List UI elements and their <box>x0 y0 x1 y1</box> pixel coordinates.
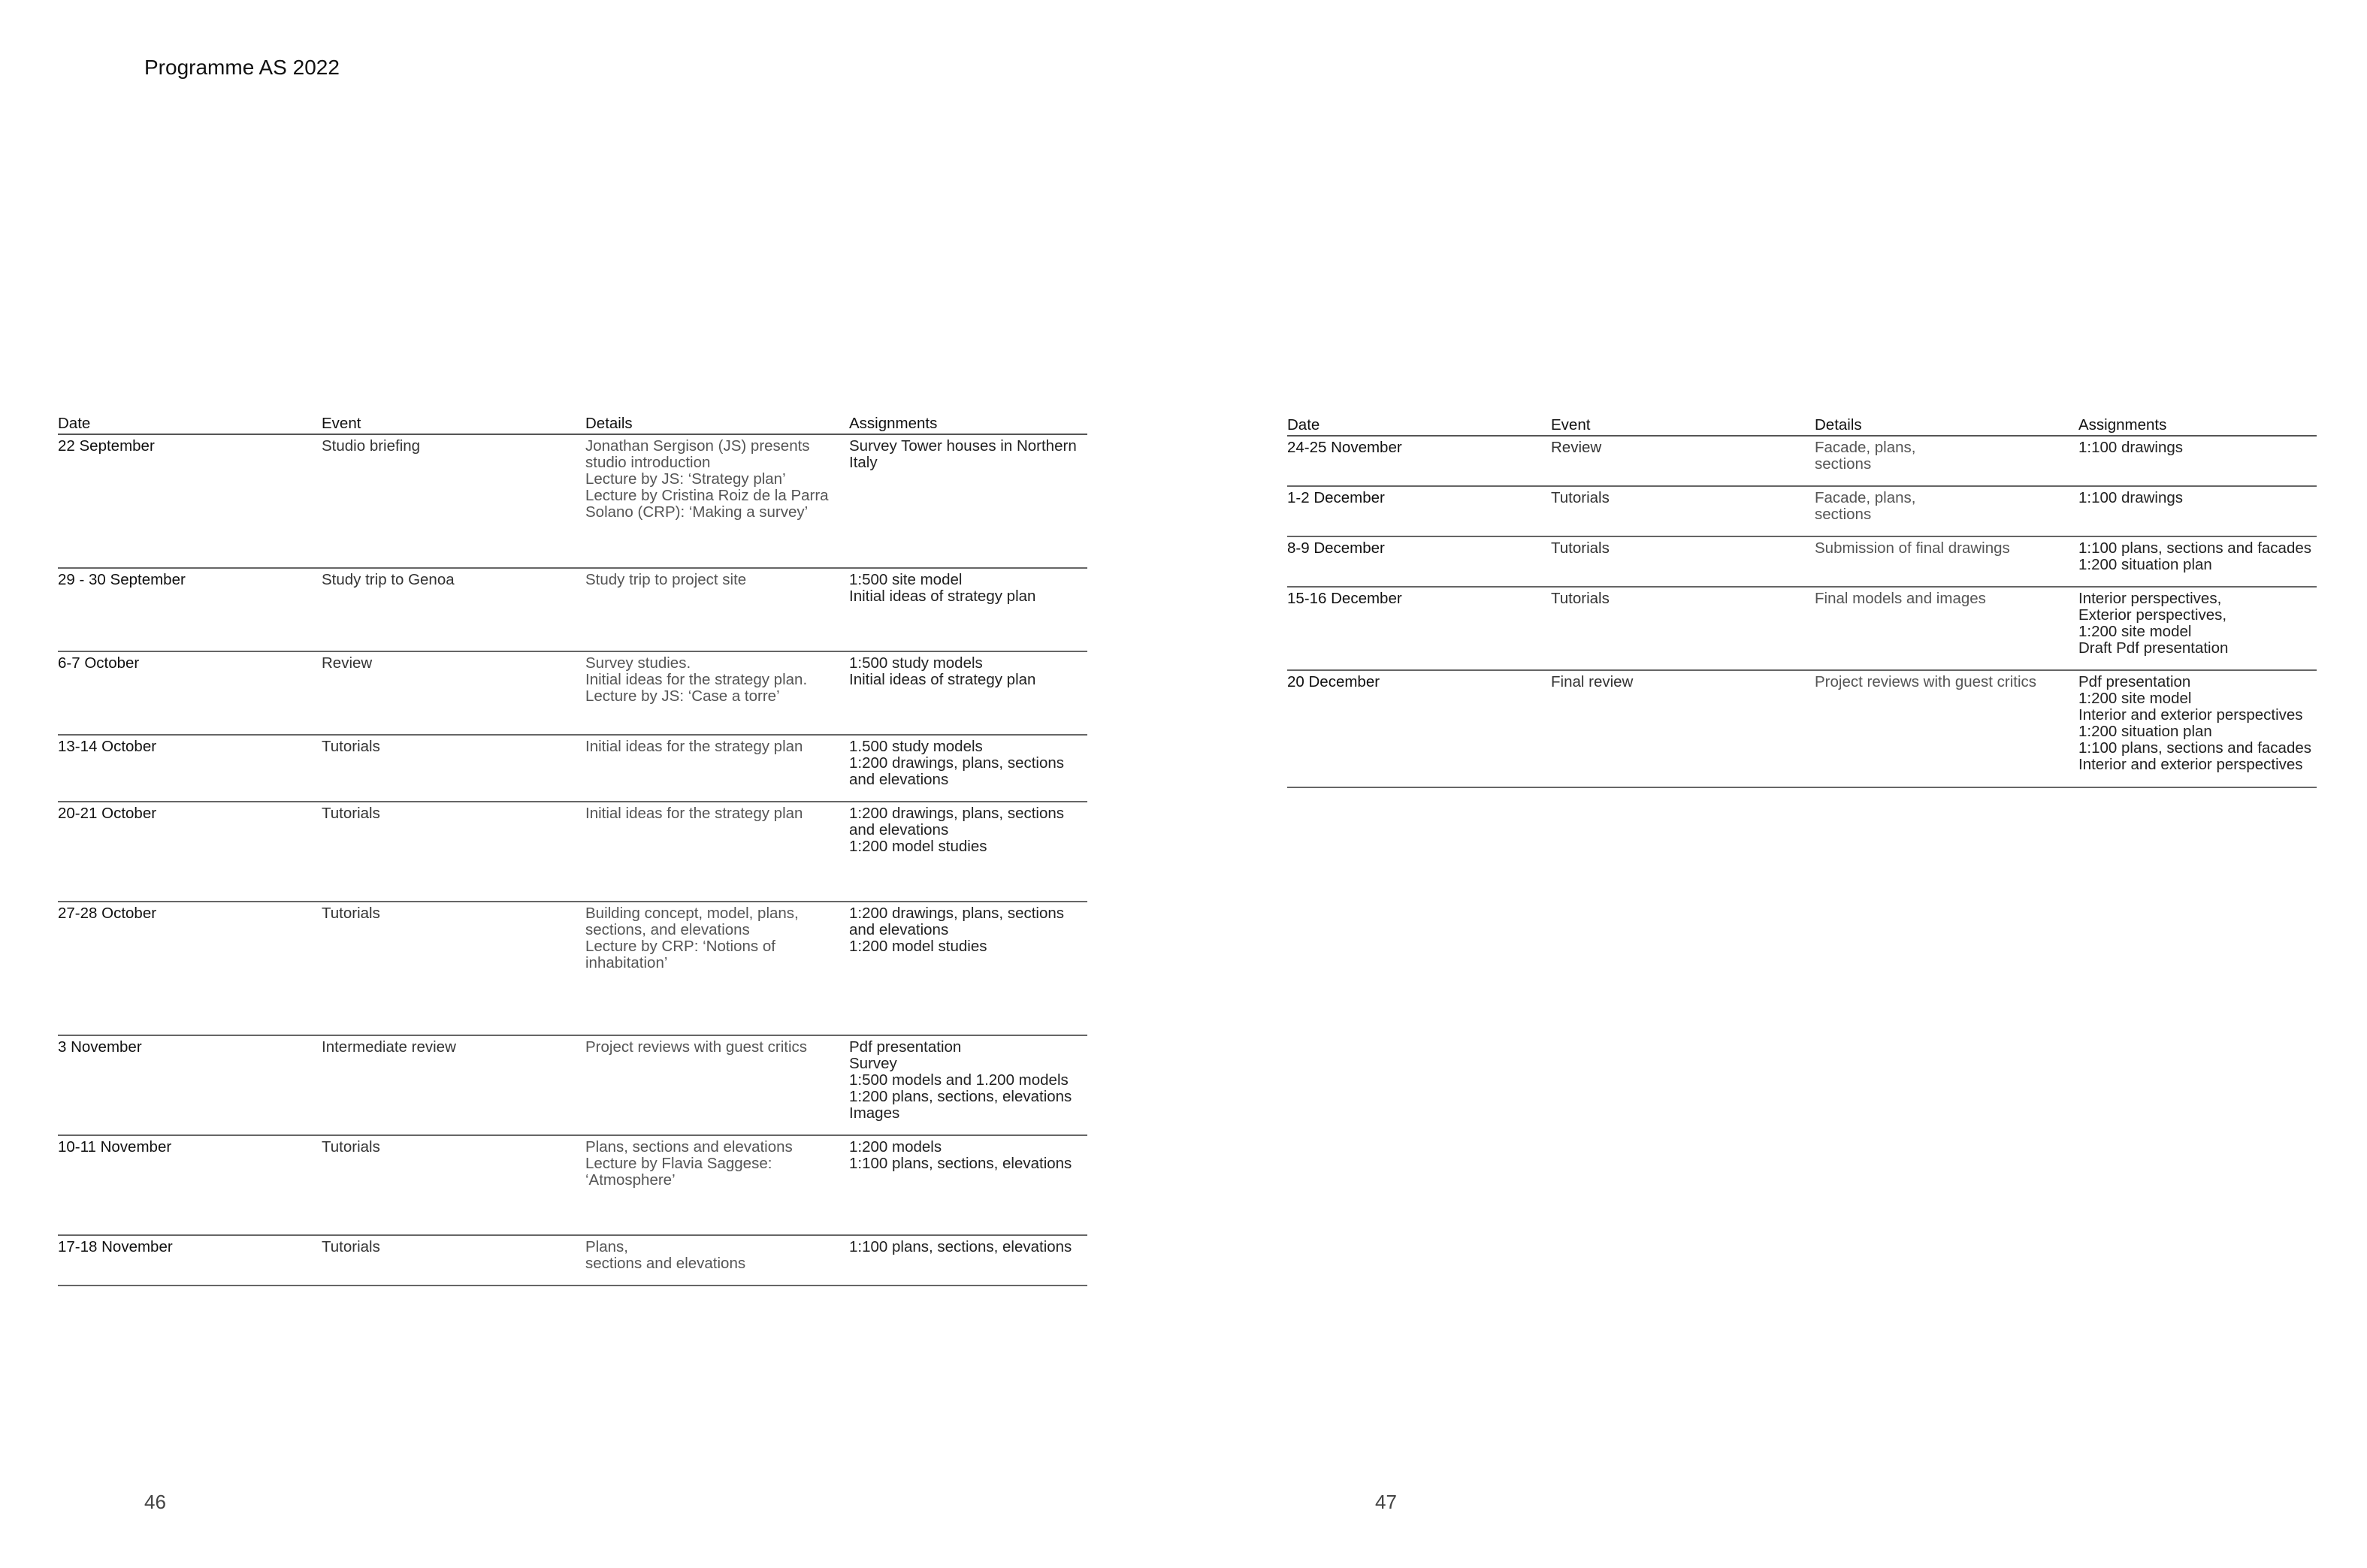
table-row <box>58 1036 1087 1136</box>
row-assignments: 1:200 models 1:100 plans, sections, elevations <box>849 1139 1072 1172</box>
row-date: 22 September <box>58 438 155 455</box>
row-event: Tutorials <box>322 905 380 922</box>
row-details: Jonathan Sergison (JS) presents studio introduction Lecture by JS: ‘Strategy plan’ Lecture by Cristina Roiz de la Parra Solano (CRP): ‘Making a survey’ <box>585 438 829 521</box>
row-assignments: Survey Tower houses in Northern Italy <box>849 438 1077 471</box>
row-details: Initial ideas for the strategy plan <box>585 805 803 822</box>
row-date: 20 December <box>1287 674 1380 690</box>
row-assignments: 1:500 study models Initial ideas of strategy plan <box>849 655 1036 688</box>
row-details: Project reviews with guest critics <box>585 1039 808 1056</box>
row-event: Tutorials <box>322 1139 380 1156</box>
row-details: Plans, sections and elevations Lecture by Flavia Saggese: ‘Atmosphere’ <box>585 1139 793 1189</box>
page-title: Programme AS 2022 <box>144 56 340 79</box>
page-number-left: 46 <box>144 1491 166 1513</box>
row-details: Survey studies. Initial ideas for the strategy plan. Lecture by JS: ‘Case a torre’ <box>585 655 808 705</box>
row-date: 6-7 October <box>58 655 140 672</box>
row-details: Plans, sections and elevations <box>585 1239 746 1272</box>
row-date: 20-21 October <box>58 805 157 822</box>
row-details: Facade, plans, sections <box>1815 490 1916 523</box>
table-row <box>58 652 1087 736</box>
column-header-date: Date <box>58 415 91 432</box>
row-assignments: 1:200 drawings, plans, sections and elevations 1:200 model studies <box>849 805 1065 855</box>
row-assignments: Pdf presentation 1:200 site model Interior and exterior perspectives 1:200 situation plan 1:100 plans, sections and facades Interior and exterior perspectives <box>2078 674 2311 773</box>
column-header-assignments: Assignments <box>849 415 938 432</box>
table-row <box>1287 487 2317 537</box>
table-row <box>58 569 1087 652</box>
row-event: Tutorials <box>1551 591 1610 607</box>
table-row <box>58 435 1087 569</box>
column-header-assignments: Assignments <box>2078 416 2167 434</box>
row-assignments: 1:100 drawings <box>2078 440 2184 456</box>
row-event: Tutorials <box>322 739 380 755</box>
column-header-event: Event <box>1551 416 1591 434</box>
row-event: Tutorials <box>322 805 380 822</box>
row-date: 15-16 December <box>1287 591 1402 607</box>
row-assignments: 1:100 plans, sections and facades 1:200 situation plan <box>2078 540 2311 573</box>
table-row <box>58 736 1087 802</box>
row-event: Study trip to Genoa <box>322 572 455 588</box>
row-date: 24-25 November <box>1287 440 1402 456</box>
row-event: Studio briefing <box>322 438 421 455</box>
row-details: Submission of final drawings <box>1815 540 2010 557</box>
row-assignments: 1:100 plans, sections, elevations <box>849 1239 1072 1255</box>
row-assignments: 1:200 drawings, plans, sections and elevations 1:200 model studies <box>849 905 1065 955</box>
row-date: 3 November <box>58 1039 142 1056</box>
row-assignments: 1:100 drawings <box>2078 490 2184 506</box>
table-row <box>58 902 1087 1036</box>
row-details: Project reviews with guest critics <box>1815 674 2037 690</box>
column-header-details: Details <box>585 415 633 432</box>
row-details: Initial ideas for the strategy plan <box>585 739 803 755</box>
row-event: Final review <box>1551 674 1634 690</box>
table-header <box>58 415 1087 435</box>
table-row <box>1287 671 2317 788</box>
table-row <box>58 802 1087 902</box>
row-event: Review <box>1551 440 1602 456</box>
row-details: Study trip to project site <box>585 572 747 588</box>
row-assignments: Pdf presentation Survey 1:500 models and 1.200 models 1:200 plans, sections, elevations Images <box>849 1039 1072 1122</box>
row-assignments: Interior perspectives, Exterior perspectives, 1:200 site model Draft Pdf presentation <box>2078 591 2229 657</box>
schedule-table-right <box>1287 417 2317 788</box>
row-event: Tutorials <box>1551 540 1610 557</box>
table-row <box>1287 588 2317 671</box>
table-row <box>58 1236 1087 1286</box>
row-details: Facade, plans, sections <box>1815 440 1916 473</box>
row-date: 27-28 October <box>58 905 157 922</box>
row-assignments: 1:500 site model Initial ideas of strategy plan <box>849 572 1036 605</box>
schedule-table-left <box>58 415 1087 1286</box>
row-date: 10-11 November <box>58 1139 172 1156</box>
row-date: 13-14 October <box>58 739 157 755</box>
row-details: Final models and images <box>1815 591 1986 607</box>
row-assignments: 1.500 study models 1:200 drawings, plans, sections and elevations <box>849 739 1065 788</box>
table-header <box>1287 417 2317 437</box>
column-header-date: Date <box>1287 416 1320 434</box>
column-header-event: Event <box>322 415 361 432</box>
row-event: Tutorials <box>1551 490 1610 506</box>
column-header-details: Details <box>1815 416 1862 434</box>
row-event: Review <box>322 655 373 672</box>
page-number-right: 47 <box>1375 1491 1397 1513</box>
table-row <box>58 1136 1087 1236</box>
row-date: 8-9 December <box>1287 540 1385 557</box>
row-event: Tutorials <box>322 1239 380 1255</box>
row-date: 29 - 30 September <box>58 572 186 588</box>
table-row <box>1287 437 2317 487</box>
row-date: 1-2 December <box>1287 490 1385 506</box>
row-event: Intermediate review <box>322 1039 456 1056</box>
row-details: Building concept, model, plans, sections, and elevations Lecture by CRP: ‘Notions of inhabitation’ <box>585 905 799 971</box>
row-date: 17-18 November <box>58 1239 173 1255</box>
table-row <box>1287 537 2317 588</box>
